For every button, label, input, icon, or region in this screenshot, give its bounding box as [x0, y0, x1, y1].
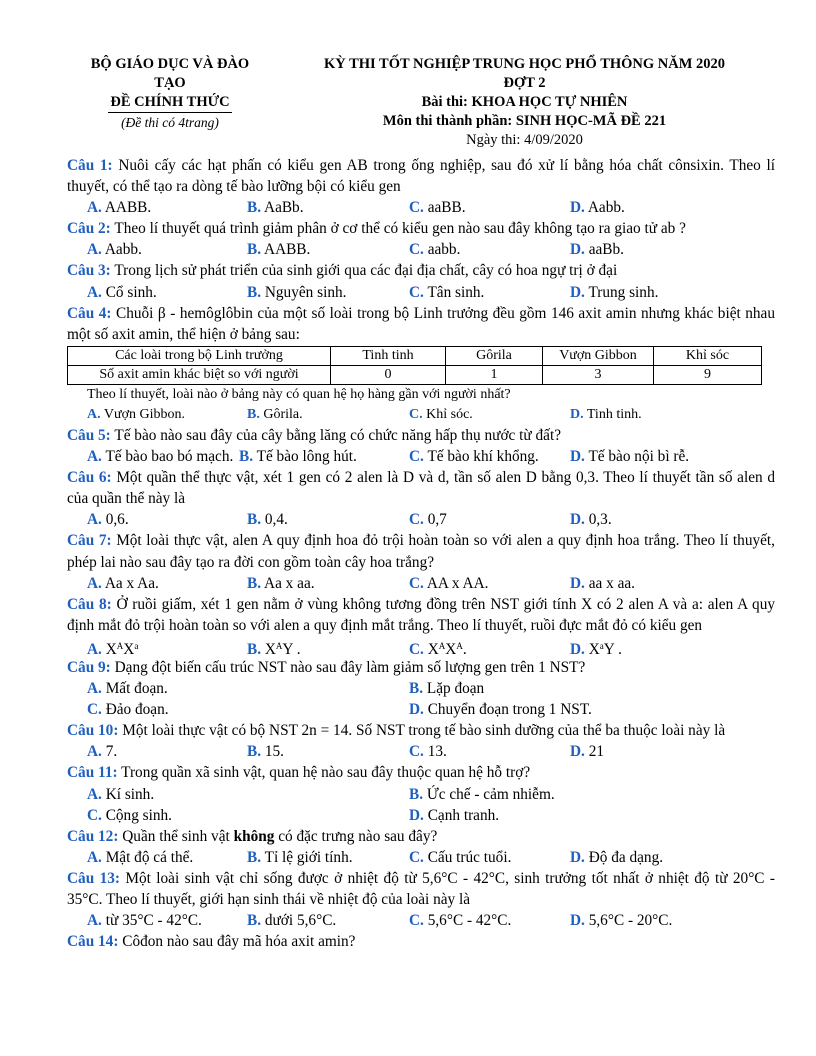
answer-options: [67, 741, 775, 762]
question-text: Theo lí thuyết quá trình giảm phân ở cơ thể có kiểu gen nào sau đây không tạo ra giao tử ab ?: [114, 220, 686, 238]
option-d[interactable]: D. aaBb.: [570, 241, 624, 259]
question-number: Câu 6:: [67, 469, 112, 487]
option-c[interactable]: C. $X^AX^A$.: [409, 640, 467, 658]
option-c[interactable]: C. 0,7: [409, 511, 447, 529]
answer-options: [67, 699, 775, 720]
option-b[interactable]: B. Lặp đoạn: [409, 680, 485, 698]
table-question-note: Theo lí thuyết, loài nào ở bảng này có quan hệ họ hàng gần với người nhất?: [87, 386, 511, 402]
question-text: Ở ruồi giấm, xét 1 gen nằm ở vùng không tương đồng trên NST giới tính X có 2 alen A và a: alen A quy định mắt đỏ trội hoàn toàn so với alen a quy định mắt trắng. Theo lí thuyết, ruồi đực mắt đỏ có kiểu gen: [67, 595, 776, 634]
page-count-note: (Đề thi có 4trang): [121, 115, 219, 130]
option-a[interactable]: A. Mật độ cá thể.: [87, 848, 194, 866]
option-d[interactable]: D. 5,6°C - 20°C.: [570, 912, 673, 930]
option-a[interactable]: A. Tế bào bao bó mạch.: [87, 448, 234, 466]
table-cell: 0: [331, 365, 446, 384]
question-text: Quần thể sinh vật: [122, 827, 234, 845]
option-b[interactable]: B. Ức chế - cảm nhiễm.: [409, 785, 555, 803]
option-d[interactable]: D. 21: [570, 743, 604, 761]
option-a[interactable]: A. Aabb.: [87, 241, 142, 259]
answer-options: [67, 404, 775, 425]
option-d[interactable]: D. Tế bào nội bì rễ.: [570, 448, 690, 466]
exam-round: ĐỢT 2: [503, 75, 546, 91]
option-a[interactable]: A. $X^AX^a$: [87, 640, 139, 658]
question-number: Câu 11:: [67, 764, 118, 782]
question-number: Câu 3:: [67, 262, 111, 280]
table-row: [68, 346, 762, 365]
table-cell: Các loài trong bộ Linh trưởng: [68, 346, 331, 365]
option-a[interactable]: A. Cổ sinh.: [87, 283, 157, 301]
option-b[interactable]: B. Gôrila.: [247, 406, 303, 422]
answer-options: [67, 573, 775, 594]
ministry-name-line2: TẠO: [154, 75, 186, 91]
exam-header: [292, 55, 757, 150]
table-cell: Gôrila: [446, 346, 543, 365]
option-b[interactable]: B. $X^AY$ .: [247, 640, 301, 658]
option-c[interactable]: C. Tân sinh.: [409, 283, 485, 301]
option-a[interactable]: A. 7.: [87, 743, 118, 761]
question-text: Một loài thực vật có bộ NST 2n = 14. Số NST trong tế bào sinh dưỡng của thể ba thuộc loài này là: [122, 722, 726, 740]
answer-options: [67, 446, 775, 467]
option-b[interactable]: B. 15.: [247, 743, 284, 761]
question-number: Câu 13:: [67, 869, 120, 887]
option-c[interactable]: C. Cấu trúc tuổi.: [409, 848, 512, 866]
question-9: [67, 657, 775, 678]
option-c[interactable]: C. AA x AA.: [409, 574, 489, 592]
table-row: [68, 365, 762, 384]
answer-options: [67, 509, 775, 530]
question-number: Câu 5:: [67, 426, 111, 444]
question-text: Chuỗi β - hemôglôbin của một số loài trong bộ Linh trưởng đều gồm 146 axit amin nhưng khác biệt nhau một số axit amin, thể hiện ở bảng sau:: [67, 304, 775, 343]
table-cell: Số axit amin khác biệt so với người: [68, 365, 331, 384]
amino-acid-table: [67, 346, 762, 385]
question-number: Câu 9:: [67, 658, 111, 676]
question-14: [67, 931, 775, 952]
answer-options: [67, 847, 775, 868]
exam-date: Ngày thi: 4/09/2020: [466, 132, 583, 148]
option-d[interactable]: D. Cạnh tranh.: [409, 806, 500, 824]
option-b[interactable]: B. Tế bào lông hút.: [239, 448, 357, 466]
question-4: [67, 303, 775, 345]
option-c[interactable]: C. Khỉ sóc.: [409, 406, 473, 422]
option-d[interactable]: D. 0,3.: [570, 511, 612, 529]
answer-options: [67, 197, 775, 218]
option-c[interactable]: C. aabb.: [409, 241, 461, 259]
option-b[interactable]: B. dưới 5,6°C.: [247, 912, 337, 930]
option-a[interactable]: A. Aa x Aa.: [87, 574, 159, 592]
question-8: [67, 594, 775, 636]
option-a[interactable]: A. 0,6.: [87, 511, 129, 529]
ministry-name-line1: BỘ GIÁO DỤC VÀ ĐÀO: [90, 56, 250, 72]
option-d[interactable]: D. Độ đa dạng.: [570, 848, 664, 866]
question-number: Câu 4:: [67, 304, 112, 322]
question-11: [67, 762, 775, 783]
question-number: Câu 14:: [67, 933, 119, 951]
question-text: Trong lịch sử phát triển của sinh giới qua các đại địa chất, cây có hoa ngự trị ở đại: [114, 262, 618, 280]
option-d[interactable]: D. Aabb.: [570, 199, 625, 217]
official-exam-label: ĐỀ CHÍNH THỨC: [108, 93, 231, 113]
answer-options: [67, 636, 775, 657]
option-b[interactable]: B. Aa x aa.: [247, 574, 315, 592]
question-5: [67, 425, 775, 446]
question-text: Một loài sinh vật chỉ sống được ở nhiệt độ từ 5,6°C - 42°C, sinh trưởng tốt nhất ở nhiệt độ từ 20°C - 35°C. Theo lí thuyết, giới hạn sinh thái về nhiệt độ của loài này là: [67, 869, 775, 908]
question-number: Câu 8:: [67, 595, 112, 613]
option-d[interactable]: D. $X^aY$ .: [570, 640, 622, 658]
answer-options: [67, 805, 775, 826]
option-b[interactable]: B. 0,4.: [247, 511, 288, 529]
question-text: Nuôi cấy các hạt phấn có kiểu gen AB trong ống nghiệp, sau đó xử lí bằng hóa chất cônsixin. Theo lí thuyết, có thể tạo ra dòng tế bào lưỡng bội có kiểu gen: [67, 157, 775, 196]
table-cell: Tinh tinh: [331, 346, 446, 365]
exam-subject: Bài thi: KHOA HỌC TỰ NHIÊN: [421, 94, 628, 110]
ministry-header: [70, 55, 270, 132]
option-a[interactable]: A. Kí sinh.: [87, 785, 155, 803]
question-list: [67, 155, 775, 952]
option-b[interactable]: B. Tỉ lệ giới tính.: [247, 848, 353, 866]
option-a[interactable]: A. AABB.: [87, 199, 152, 217]
option-c[interactable]: C. aaBB.: [409, 199, 466, 217]
question-text: Một quần thể thực vật, xét 1 gen có 2 alen là D và d, tần số alen D bằng 0,3. Theo lí thuyết tần số alen d của quần thể này là: [67, 469, 775, 508]
question-number: Câu 1:: [67, 157, 113, 174]
question-13: [67, 868, 775, 910]
question-text: Dạng đột biến cấu trúc NST nào sau đây làm giảm số lượng gen trên 1 NST?: [114, 658, 586, 676]
question-3: [67, 260, 775, 281]
question-text: Một loài thực vật, alen A quy định hoa đỏ trội hoàn toàn so với alen a quy định hoa trắng. Theo lí thuyết, phép lai nào sau đây tạo ra đời con gồm toàn cây hoa trắng?: [67, 532, 775, 571]
question-number: Câu 7:: [67, 532, 112, 550]
option-d[interactable]: D. aa x aa.: [570, 574, 635, 592]
option-b[interactable]: B. AABB.: [247, 241, 311, 259]
exam-component: Môn thi thành phần: SINH HỌC-MÃ ĐỀ 221: [382, 113, 667, 129]
answer-options: [67, 910, 775, 931]
option-c[interactable]: C. Cộng sinh.: [87, 806, 172, 824]
table-cell: 9: [654, 365, 762, 384]
option-c[interactable]: C. 5,6°C - 42°C.: [409, 912, 512, 930]
option-c[interactable]: C. Tế bào khí khổng.: [409, 448, 539, 466]
question-1: [67, 155, 775, 197]
question-2: [67, 218, 775, 239]
question-text: Côđon nào sau đây mã hóa axit amin?: [122, 933, 356, 951]
question-6: [67, 467, 775, 509]
answer-options: [67, 282, 775, 303]
question-10: [67, 720, 775, 741]
table-cell: 1: [446, 365, 543, 384]
option-c[interactable]: C. 13.: [409, 743, 447, 761]
option-a[interactable]: A. Vượn Gibbon.: [87, 406, 185, 422]
question-number: Câu 12:: [67, 827, 119, 845]
question-number: Câu 2:: [67, 220, 111, 238]
question-number: Câu 10:: [67, 722, 119, 740]
question-7: [67, 530, 775, 572]
table-cell: Vượn Gibbon: [543, 346, 654, 365]
answer-options: [67, 239, 775, 260]
option-d[interactable]: D. Chuyển đoạn trong 1 NST.: [409, 701, 592, 719]
option-d[interactable]: D. Trung sinh.: [570, 283, 659, 301]
question-text: Tế bào nào sau đây của cây bằng lăng có chức năng hấp thụ nước từ đất?: [114, 426, 562, 444]
option-b[interactable]: B. AaBb.: [247, 199, 304, 217]
option-c[interactable]: C. Đảo đoạn.: [87, 701, 169, 719]
emphasis-word: không: [233, 827, 275, 845]
question-text: Trong quần xã sinh vật, quan hệ nào sau đây thuộc quan hệ hỗ trợ?: [121, 764, 531, 782]
exam-title: KỲ THI TỐT NGHIỆP TRUNG HỌC PHỔ THÔNG NĂM 2020: [323, 56, 726, 72]
option-b[interactable]: B. Nguyên sinh.: [247, 283, 347, 301]
table-cell: 3: [543, 365, 654, 384]
table-cell: Khỉ sóc: [654, 346, 762, 365]
answer-options: [67, 784, 775, 805]
option-a[interactable]: A. từ 35°C - 42°C.: [87, 912, 202, 930]
option-d[interactable]: D. Tinh tinh.: [570, 406, 642, 422]
option-a[interactable]: A. Mất đoạn.: [87, 680, 168, 698]
answer-options: [67, 678, 775, 699]
question-12: Câu 12: Quần thể sinh vật không có đặc trưng nào sau đây?: [67, 827, 438, 845]
